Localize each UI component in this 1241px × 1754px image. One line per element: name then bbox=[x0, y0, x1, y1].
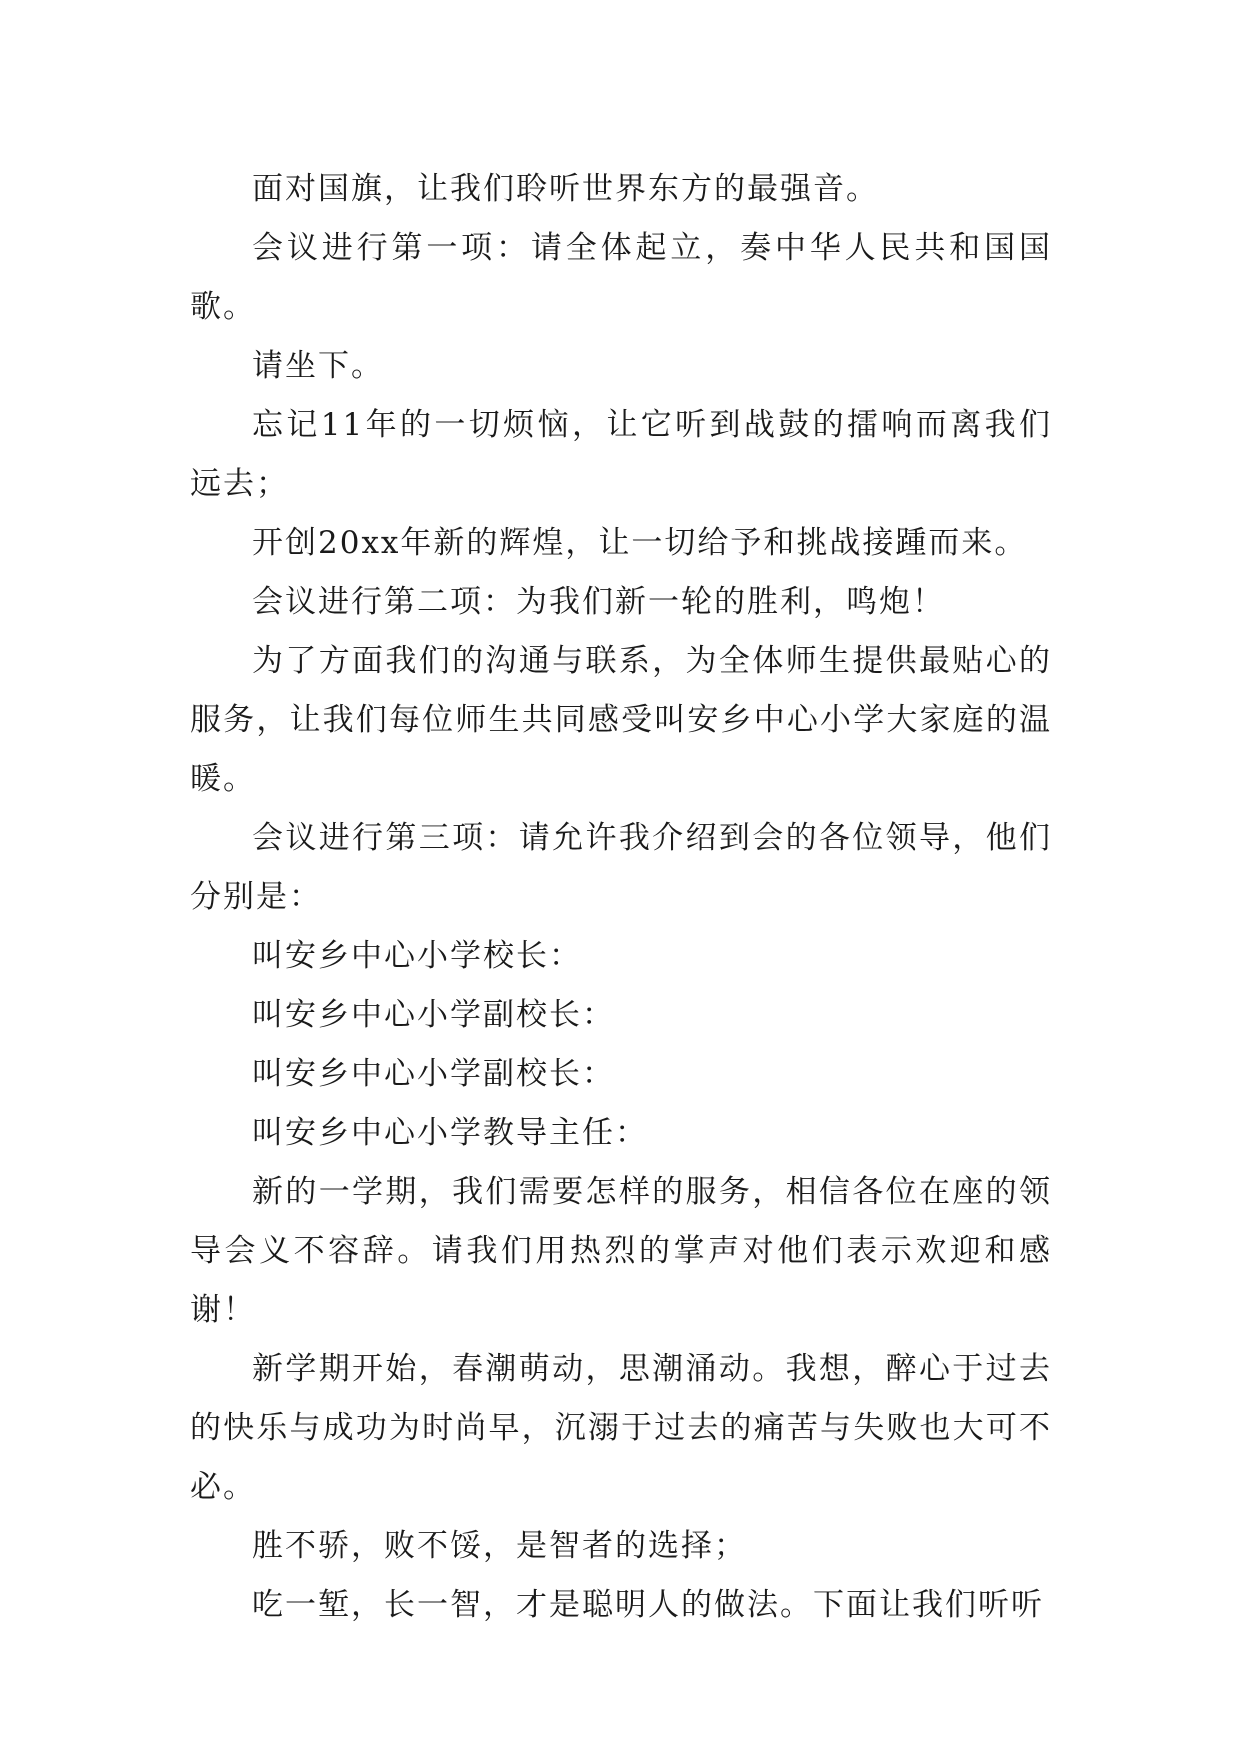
paragraph: 会议进行第三项：请允许我介绍到会的各位领导，他们分别是： bbox=[190, 820, 1052, 915]
paragraph: 吃一堑，长一智，才是聪明人的做法。下面让我们听听 bbox=[252, 1587, 1044, 1623]
paragraph: 会议进行第二项：为我们新一轮的胜利，鸣炮！ bbox=[252, 584, 945, 620]
paragraph: 叫安乡中心小学副校长： bbox=[252, 1056, 615, 1092]
paragraph: 新的一学期，我们需要怎样的服务，相信各位在座的领导会义不容辞。请我们用热烈的掌声对他们表示欢迎和感谢！ bbox=[190, 1174, 1052, 1328]
paragraph: 忘记11年的一切烦恼，让它听到战鼓的擂响而离我们远去； bbox=[190, 407, 1052, 502]
paragraph: 会议进行第一项：请全体起立，奏中华人民共和国国歌。 bbox=[190, 230, 1052, 325]
paragraph: 叫安乡中心小学教导主任： bbox=[252, 1115, 648, 1151]
paragraph: 胜不骄，败不馁，是智者的选择； bbox=[252, 1528, 747, 1564]
paragraph: 叫安乡中心小学副校长： bbox=[252, 997, 615, 1033]
paragraph: 开创20xx年新的辉煌，让一切给予和挑战接踵而来。 bbox=[252, 525, 1028, 561]
paragraph: 请坐下。 bbox=[252, 348, 384, 384]
paragraph: 新学期开始，春潮萌动，思潮涌动。我想，醉心于过去的快乐与成功为时尚早，沉溺于过去的痛苦与失败也大可不必。 bbox=[190, 1351, 1052, 1505]
paragraph: 叫安乡中心小学校长： bbox=[252, 938, 582, 974]
paragraph: 为了方面我们的沟通与联系，为全体师生提供最贴心的服务，让我们每位师生共同感受叫安乡中心小学大家庭的温暖。 bbox=[190, 643, 1052, 797]
document-body bbox=[190, 160, 1052, 1635]
paragraph: 面对国旗，让我们聆听世界东方的最强音。 bbox=[252, 171, 879, 207]
